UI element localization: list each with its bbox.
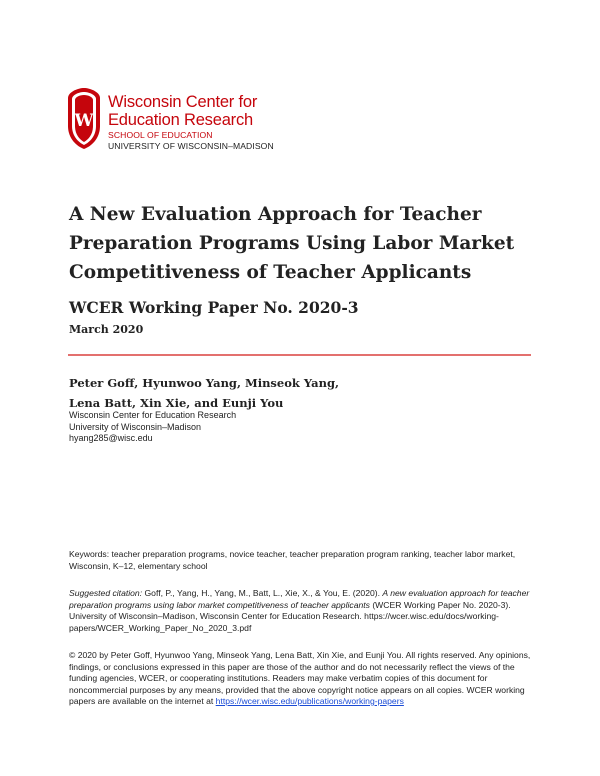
keywords: Keywords: teacher preparation programs, novice teacher, teacher preparation program ranking, teacher labor market, Wisconsin, K–12, elementary school [69,549,516,571]
authors-line2: Lena Batt, Xin Xie, and Eunji You [69,396,284,410]
contact-email: hyang285@wisc.edu [69,433,153,443]
citation-rest: (WCER Working Paper No. 2020-3). University of Wisconsin–Madison, Wisconsin Center for Education Research. https://wcer.wisc.edu/docs/working-papers/WCER_Working_Paper_No_2020_3.pdf [69,599,511,633]
suggested-citation [69,588,532,634]
working-papers-link[interactable]: https://wcer.wisc.edu/publications/working-papers [215,696,404,706]
wcer-logo [66,86,274,152]
uw-crest-icon [66,86,102,150]
title-line3: Competitiveness of Teacher Applicants [69,262,472,283]
authors-line1: Peter Goff, Hyunwoo Yang, Minseok Yang, [69,376,340,390]
citation-label: Suggested citation: [69,588,143,598]
logo-name-line2: Education Research [108,111,253,129]
logo-name-line1: Wisconsin Center for [108,93,258,111]
working-paper-number: WCER Working Paper No. 2020-3 [69,298,359,317]
paper-title [69,200,539,287]
title-line2: Preparation Programs Using Labor Market [69,233,515,254]
title-line1: A New Evaluation Approach for Teacher [69,204,482,225]
crest-letter: W [74,111,94,131]
logo-university: UNIVERSITY OF WISCONSIN–MADISON [108,141,274,151]
logo-school: SCHOOL OF EDUCATION [108,130,213,140]
citation-authors: Goff, P., Yang, H., Yang, M., Batt, L., Xie, X., & You, E. (2020). [142,588,383,598]
citation-title: A new evaluation approach for teacher preparation programs using labor market competitiveness of teacher applicants [69,588,530,610]
affiliation-center: Wisconsin Center for Education Research [69,410,237,420]
copyright-text: © 2020 by Peter Goff, Hyunwoo Yang, Minseok Yang, Lena Batt, Xin Xie, and Eunji You. All rights reserved. Any opinions, findings, or conclusions expressed in this paper are those of the author and do not necessarily reflect the views of the funding agencies, WCER, or cooperating institutions. Readers may make verbatim copies of this document for noncommercial purposes by any means, provided that the above copyright notice appears on all copies. WCER working papers are available on the internet at [69,650,531,706]
publication-date: March 2020 [69,323,144,336]
author-list [69,373,529,413]
copyright-notice [69,650,532,708]
affiliation-university: University of Wisconsin–Madison [69,421,202,432]
affiliation [69,410,236,445]
divider [68,354,531,356]
